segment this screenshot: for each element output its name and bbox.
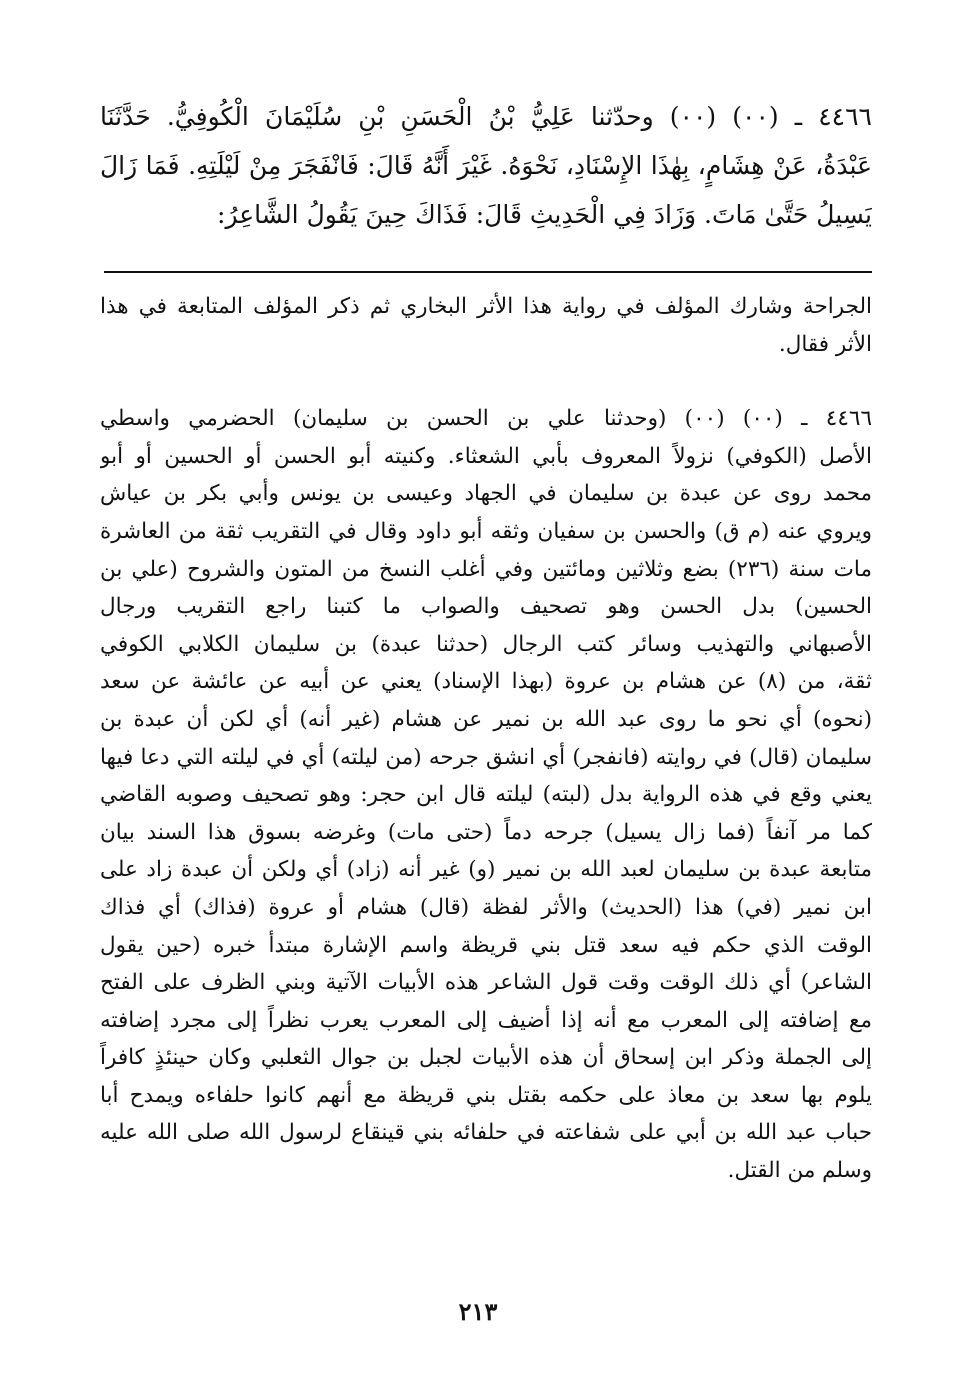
commentary-line: الحسين) بدل الحسن وهو تصحيف والصواب ما كتبنا راجع التقريب ورجال [100,594,872,620]
commentary-line: وسلم من القتل. [727,1158,872,1184]
separator-rule [104,271,872,273]
commentary-line: محمد روى عن عبدة بن سليمان في الجهاد وعيسى بن يونس وأبي بكر بن عياش [100,481,872,507]
commentary-text [100,288,872,1190]
commentary-line: ابن نمير (في) هذا (الحديث) والأثر لفظة (قال) هشام أو عروة (فذاك) أي فذاك [100,894,872,920]
hadith-text [100,92,872,239]
commentary-line: الأصل (الكوفي) نزولاً المعروف بأبي الشعثاء. وكنيته أبو الحسن أو الحسين أو أبو [100,443,872,469]
paragraph-gap [100,363,872,400]
commentary-line: (نحوه) أي نحو ما روى عبد الله بن نمير عن هشام (غير أنه) أي لكن أن عبدة بن [100,706,872,732]
commentary-line: حباب عبد الله بن أبي على شفاعته في حلفائه بني قينقاع لرسول الله صلى الله عليه [100,1120,872,1146]
hadith-line: ٤٤٦٦ ـ (٠٠) (٠٠) وحدّثنا عَلِيُّ بْنُ الْحَسَنِ بْنِ سُلَيْمَانَ الْكُوفِيُّ. حَدَّثَنَا [100,102,872,131]
commentary-line: ويروي عنه (م ق) والحسن بن سفيان وثقه أبو داود وقال في التقريب ثقة من العاشرة [100,518,872,544]
page-number: ٢١٣ [458,1297,498,1326]
commentary-line: الأصبهاني والتهذيب وسائر كتب الرجال (حدثنا عبدة) بن سليمان الكلابي الكوفي [100,631,872,657]
commentary-line: الأثر فقال. [778,331,872,357]
hadith-line: عَبْدَةُ، عَنْ هِشَامٍ، بِهٰذَا الإِسْنَادِ، نَحْوَهُ. غَيْرَ أَنَّهُ قَالَ: فَانْفَجَرَ مِنْ لَيْلَتِهِ. فَمَا زَالَ [100,151,872,180]
commentary-line: الوقت الذي حكم فيه سعد قتل بني قريظة واسم الإشارة مبتدأ خبره (حين يقول [100,932,872,958]
commentary-line: مات سنة (٢٣٦) بضع وثلاثين ومائتين وفي أغلب النسخ من المتون والشروح (علي بن [100,556,872,582]
hadith-line: يَسِيلُ حَتَّىٰ مَاتَ. وَزَادَ فِي الْحَدِيثِ قَالَ: فَذَاكَ حِينَ يَقُولُ الشَّاعِرُ: [217,200,872,229]
commentary-line: كما مر آنفاً (فما زال يسيل) جرحه دماً (حتى مات) وغرضه بسوق هذا السند بيان [100,819,872,845]
commentary-line: يعني وقع في هذه الرواية بدل (لبته) ليلته قال ابن حجر: وهو تصحيف وصوبه القاضي [100,782,872,808]
commentary-line: سليمان (قال) في روايته (فانفجر) أي انشق جرحه (من ليلته) أي في ليلته التي دعا فيها [100,744,872,770]
commentary-line: مع إضافته إلى المعرب مع أنه إذا أضيف إلى المعرب يعرب نظراً إلى مجرد إضافته [100,1007,872,1033]
commentary-line: يلوم بها سعد بن معاذ على حكمه بقتل بني قريظة مع أنهم كانوا حلفاءه ويمدح أبا [100,1082,872,1108]
commentary-line: إلى الجملة وذكر ابن إسحاق أن هذه الأبيات لجبل بن جوال الثعلبي وكان حينئذٍ كافراً [100,1045,872,1071]
commentary-line: الشاعر) أي ذلك الوقت وقت قول الشاعر هذه الأبيات الآتية وبني الظرف على الفتح [100,970,872,996]
commentary-line: متابعة عبدة بن سليمان لعبد الله بن نمير (و) غير أنه (زاد) أي ولكن أن عبدة زاد على [100,857,872,883]
commentary-line: ثقة، من (٨) عن هشام بن عروة (بهذا الإسناد) يعني عن أبيه عن عائشة عن سعد [100,669,872,695]
commentary-line: الجراحة وشارك المؤلف في رواية هذا الأثر البخاري ثم ذكر المؤلف المتابعة في هذا [100,294,872,319]
commentary-line: ٤٤٦٦ ـ (٠٠) (٠٠) (وحدثنا علي بن الحسن بن سليمان) الحضرمي واسطي [100,406,872,432]
